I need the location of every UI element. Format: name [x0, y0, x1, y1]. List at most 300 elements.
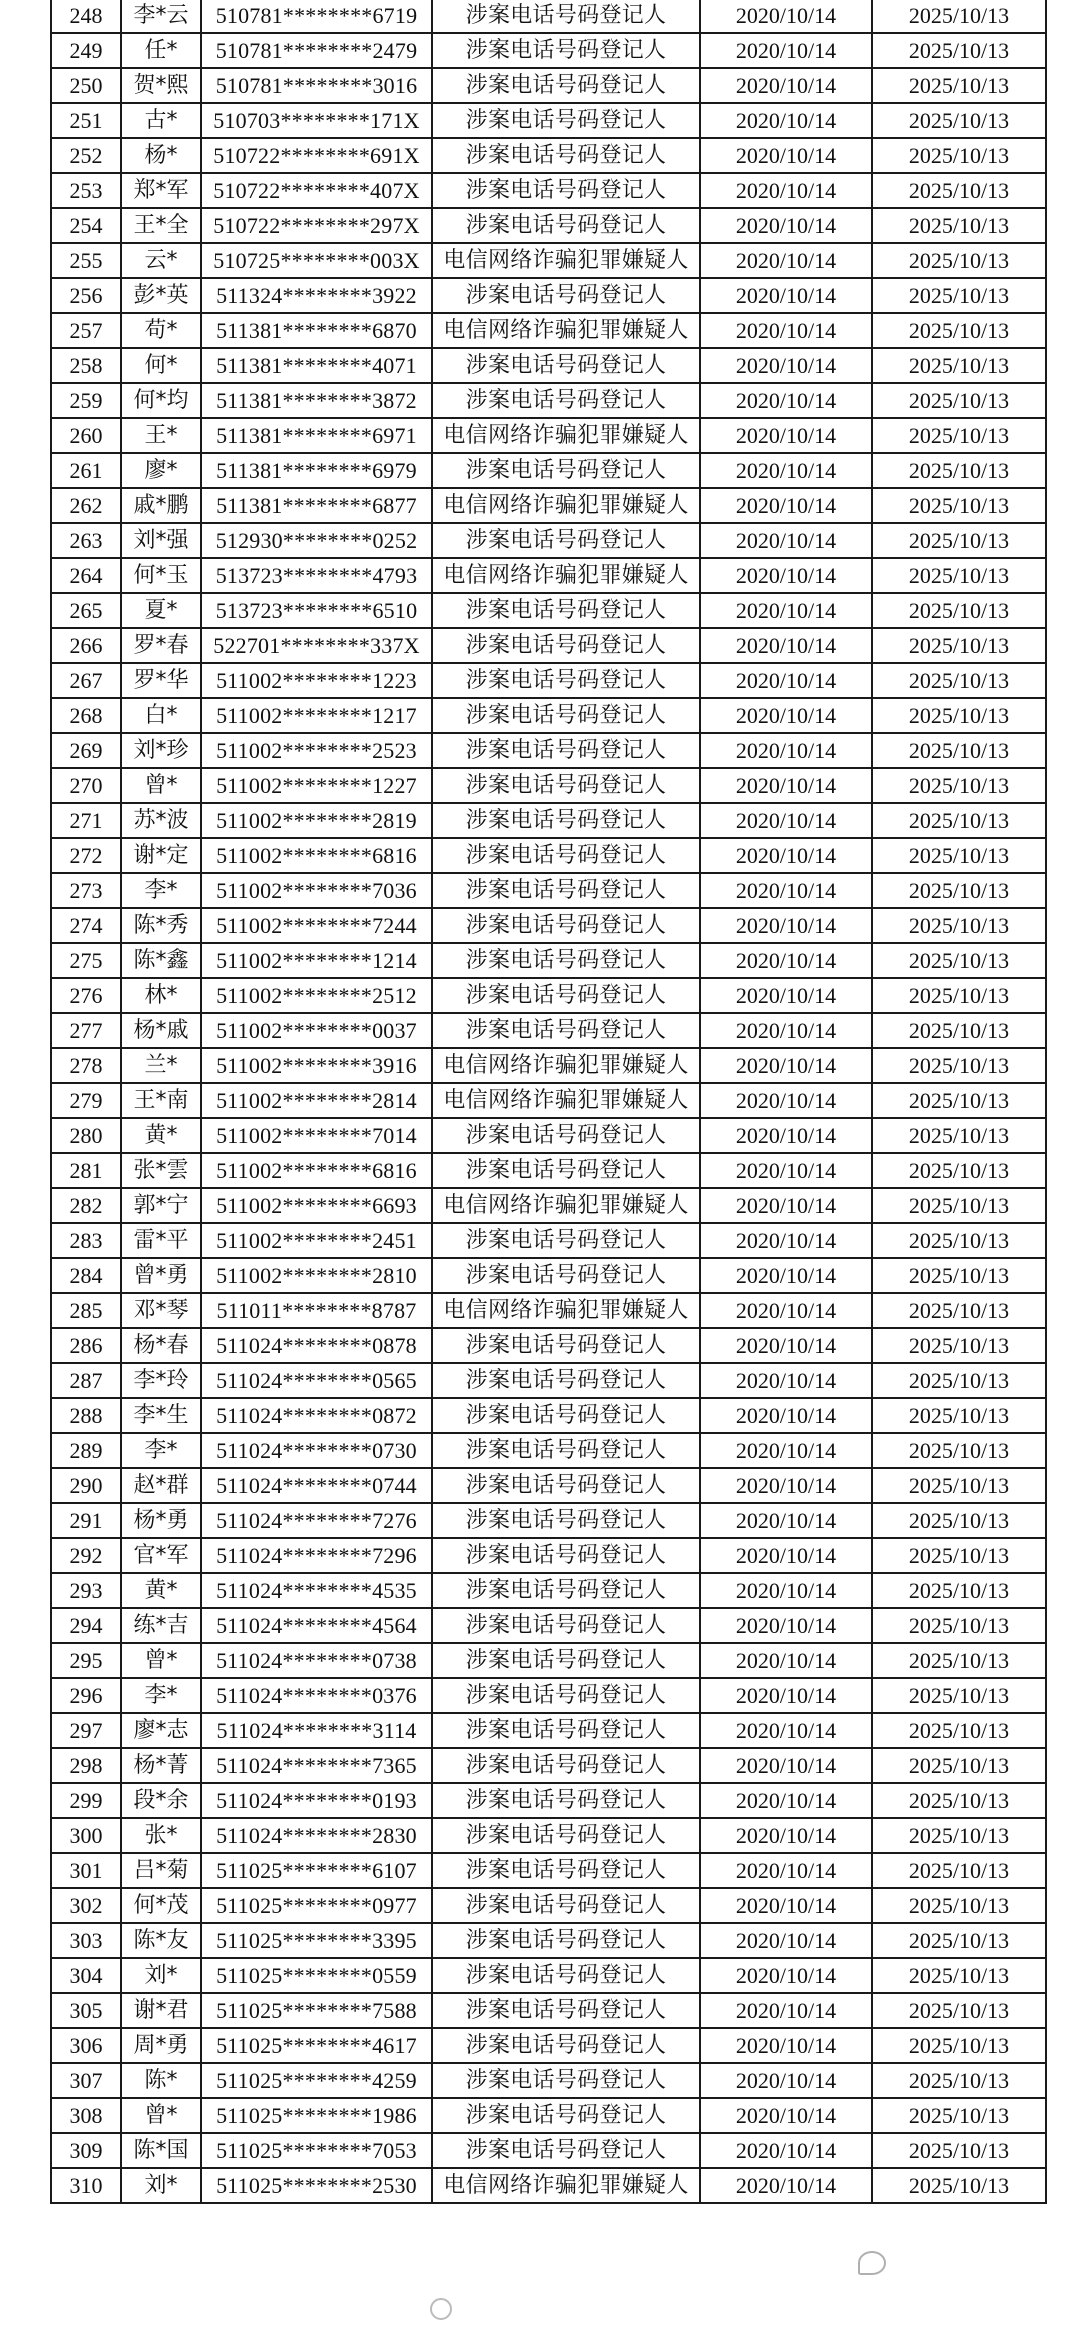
end-date-cell: 2025/10/13	[872, 1748, 1046, 1783]
start-date-cell: 2020/10/14	[700, 943, 872, 978]
end-date-cell: 2025/10/13	[872, 173, 1046, 208]
id-number-cell: 511002********6816	[201, 838, 432, 873]
end-date-cell: 2025/10/13	[872, 1328, 1046, 1363]
category-cell: 电信网络诈骗犯罪嫌疑人	[432, 488, 700, 523]
row-number-cell: 298	[51, 1748, 121, 1783]
category-cell: 涉案电话号码登记人	[432, 1153, 700, 1188]
id-number-cell: 522701********337X	[201, 628, 432, 663]
start-date-cell: 2020/10/14	[700, 1433, 872, 1468]
end-date-cell: 2025/10/13	[872, 138, 1046, 173]
row-number-cell: 300	[51, 1818, 121, 1853]
row-number-cell: 280	[51, 1118, 121, 1153]
person-name-cell: 苟*	[121, 313, 201, 348]
start-date-cell: 2020/10/14	[700, 978, 872, 1013]
category-cell: 涉案电话号码登记人	[432, 698, 700, 733]
table-row	[51, 1223, 1046, 1258]
row-number-cell: 289	[51, 1433, 121, 1468]
category-cell: 涉案电话号码登记人	[432, 1118, 700, 1153]
category-cell: 涉案电话号码登记人	[432, 2133, 700, 2168]
row-number-cell: 288	[51, 1398, 121, 1433]
table-row	[51, 1993, 1046, 2028]
end-date-cell: 2025/10/13	[872, 2028, 1046, 2063]
row-number-cell: 286	[51, 1328, 121, 1363]
table-row	[51, 1258, 1046, 1293]
category-cell: 涉案电话号码登记人	[432, 978, 700, 1013]
row-number-cell: 299	[51, 1783, 121, 1818]
start-date-cell: 2020/10/14	[700, 1538, 872, 1573]
table-row	[51, 628, 1046, 663]
category-cell: 涉案电话号码登记人	[432, 1468, 700, 1503]
category-cell: 涉案电话号码登记人	[432, 1573, 700, 1608]
start-date-cell: 2020/10/14	[700, 628, 872, 663]
person-name-cell: 何*	[121, 348, 201, 383]
end-date-cell: 2025/10/13	[872, 0, 1046, 33]
table-row	[51, 1853, 1046, 1888]
row-number-cell: 287	[51, 1363, 121, 1398]
id-number-cell: 510781********6719	[201, 0, 432, 33]
person-name-cell: 郑*军	[121, 173, 201, 208]
person-name-cell: 周*勇	[121, 2028, 201, 2063]
category-cell: 涉案电话号码登记人	[432, 1818, 700, 1853]
end-date-cell: 2025/10/13	[872, 838, 1046, 873]
row-number-cell: 257	[51, 313, 121, 348]
end-date-cell: 2025/10/13	[872, 1783, 1046, 1818]
table-row	[51, 1468, 1046, 1503]
person-name-cell: 谢*君	[121, 1993, 201, 2028]
category-cell: 涉案电话号码登记人	[432, 1923, 700, 1958]
id-number-cell: 511011********8787	[201, 1293, 432, 1328]
id-number-cell: 510722********691X	[201, 138, 432, 173]
category-cell: 电信网络诈骗犯罪嫌疑人	[432, 2168, 700, 2203]
start-date-cell: 2020/10/14	[700, 1713, 872, 1748]
table-row	[51, 803, 1046, 838]
category-cell: 涉案电话号码登记人	[432, 1853, 700, 1888]
person-name-cell: 李*云	[121, 0, 201, 33]
person-name-cell: 戚*鹏	[121, 488, 201, 523]
id-number-cell: 511024********4564	[201, 1608, 432, 1643]
id-number-cell: 511002********1223	[201, 663, 432, 698]
start-date-cell: 2020/10/14	[700, 383, 872, 418]
start-date-cell: 2020/10/14	[700, 1188, 872, 1223]
id-number-cell: 511002********7244	[201, 908, 432, 943]
id-number-cell: 511002********2814	[201, 1083, 432, 1118]
table-row	[51, 2098, 1046, 2133]
row-number-cell: 285	[51, 1293, 121, 1328]
id-number-cell: 511381********3872	[201, 383, 432, 418]
table-row	[51, 68, 1046, 103]
id-number-cell: 511002********6816	[201, 1153, 432, 1188]
id-number-cell: 511024********7296	[201, 1538, 432, 1573]
end-date-cell: 2025/10/13	[872, 698, 1046, 733]
row-number-cell: 259	[51, 383, 121, 418]
category-cell: 涉案电话号码登记人	[432, 593, 700, 628]
start-date-cell: 2020/10/14	[700, 2063, 872, 2098]
category-cell: 涉案电话号码登记人	[432, 33, 700, 68]
person-name-cell: 黄*	[121, 1573, 201, 1608]
id-number-cell: 510722********407X	[201, 173, 432, 208]
end-date-cell: 2025/10/13	[872, 348, 1046, 383]
end-date-cell: 2025/10/13	[872, 1468, 1046, 1503]
start-date-cell: 2020/10/14	[700, 2133, 872, 2168]
person-name-cell: 李*玲	[121, 1363, 201, 1398]
end-date-cell: 2025/10/13	[872, 1713, 1046, 1748]
person-name-cell: 陈*国	[121, 2133, 201, 2168]
end-date-cell: 2025/10/13	[872, 663, 1046, 698]
end-date-cell: 2025/10/13	[872, 1013, 1046, 1048]
row-number-cell: 270	[51, 768, 121, 803]
person-name-cell: 古*	[121, 103, 201, 138]
person-name-cell: 白*	[121, 698, 201, 733]
id-number-cell: 511002********2819	[201, 803, 432, 838]
person-name-cell: 练*吉	[121, 1608, 201, 1643]
row-number-cell: 302	[51, 1888, 121, 1923]
row-number-cell: 282	[51, 1188, 121, 1223]
table-row	[51, 488, 1046, 523]
row-number-cell: 293	[51, 1573, 121, 1608]
table-row	[51, 453, 1046, 488]
id-number-cell: 511025********2530	[201, 2168, 432, 2203]
end-date-cell: 2025/10/13	[872, 558, 1046, 593]
end-date-cell: 2025/10/13	[872, 1363, 1046, 1398]
id-number-cell: 511024********0738	[201, 1643, 432, 1678]
table-row	[51, 698, 1046, 733]
start-date-cell: 2020/10/14	[700, 1083, 872, 1118]
end-date-cell: 2025/10/13	[872, 1538, 1046, 1573]
person-name-cell: 曾*	[121, 768, 201, 803]
start-date-cell: 2020/10/14	[700, 208, 872, 243]
start-date-cell: 2020/10/14	[700, 1363, 872, 1398]
table-row	[51, 1643, 1046, 1678]
start-date-cell: 2020/10/14	[700, 243, 872, 278]
category-cell: 电信网络诈骗犯罪嫌疑人	[432, 1083, 700, 1118]
id-number-cell: 511024********7276	[201, 1503, 432, 1538]
row-number-cell: 251	[51, 103, 121, 138]
category-cell: 涉案电话号码登记人	[432, 173, 700, 208]
id-number-cell: 511002********6693	[201, 1188, 432, 1223]
row-number-cell: 278	[51, 1048, 121, 1083]
person-name-cell: 刘*珍	[121, 733, 201, 768]
end-date-cell: 2025/10/13	[872, 733, 1046, 768]
category-cell: 涉案电话号码登记人	[432, 628, 700, 663]
end-date-cell: 2025/10/13	[872, 978, 1046, 1013]
id-number-cell: 511025********7588	[201, 1993, 432, 2028]
end-date-cell: 2025/10/13	[872, 418, 1046, 453]
row-number-cell: 279	[51, 1083, 121, 1118]
category-cell: 涉案电话号码登记人	[432, 1888, 700, 1923]
row-number-cell: 252	[51, 138, 121, 173]
end-date-cell: 2025/10/13	[872, 1643, 1046, 1678]
id-number-cell: 511025********3395	[201, 1923, 432, 1958]
start-date-cell: 2020/10/14	[700, 733, 872, 768]
category-cell: 涉案电话号码登记人	[432, 1713, 700, 1748]
category-cell: 涉案电话号码登记人	[432, 1013, 700, 1048]
table-row	[51, 1363, 1046, 1398]
person-name-cell: 罗*春	[121, 628, 201, 663]
start-date-cell: 2020/10/14	[700, 1258, 872, 1293]
start-date-cell: 2020/10/14	[700, 663, 872, 698]
person-name-cell: 段*余	[121, 1783, 201, 1818]
row-number-cell: 260	[51, 418, 121, 453]
start-date-cell: 2020/10/14	[700, 523, 872, 558]
row-number-cell: 283	[51, 1223, 121, 1258]
start-date-cell: 2020/10/14	[700, 348, 872, 383]
end-date-cell: 2025/10/13	[872, 103, 1046, 138]
start-date-cell: 2020/10/14	[700, 2168, 872, 2203]
start-date-cell: 2020/10/14	[700, 1048, 872, 1083]
person-name-cell: 王*	[121, 418, 201, 453]
row-number-cell: 284	[51, 1258, 121, 1293]
end-date-cell: 2025/10/13	[872, 803, 1046, 838]
start-date-cell: 2020/10/14	[700, 1853, 872, 1888]
table-row	[51, 1293, 1046, 1328]
row-number-cell: 310	[51, 2168, 121, 2203]
end-date-cell: 2025/10/13	[872, 1048, 1046, 1083]
row-number-cell: 256	[51, 278, 121, 313]
id-number-cell: 512930********0252	[201, 523, 432, 558]
start-date-cell: 2020/10/14	[700, 1643, 872, 1678]
id-number-cell: 511002********1214	[201, 943, 432, 978]
table-row	[51, 838, 1046, 873]
category-cell: 电信网络诈骗犯罪嫌疑人	[432, 1293, 700, 1328]
end-date-cell: 2025/10/13	[872, 1993, 1046, 2028]
table-row	[51, 1048, 1046, 1083]
id-number-cell: 511024********4535	[201, 1573, 432, 1608]
row-number-cell: 294	[51, 1608, 121, 1643]
id-number-cell: 511381********6870	[201, 313, 432, 348]
row-number-cell: 269	[51, 733, 121, 768]
end-date-cell: 2025/10/13	[872, 1608, 1046, 1643]
id-number-cell: 513723********6510	[201, 593, 432, 628]
person-name-cell: 廖*志	[121, 1713, 201, 1748]
person-name-cell: 王*南	[121, 1083, 201, 1118]
category-cell: 电信网络诈骗犯罪嫌疑人	[432, 243, 700, 278]
table-row	[51, 1188, 1046, 1223]
id-number-cell: 511025********1986	[201, 2098, 432, 2133]
end-date-cell: 2025/10/13	[872, 1258, 1046, 1293]
id-number-cell: 513723********4793	[201, 558, 432, 593]
id-number-cell: 511002********2810	[201, 1258, 432, 1293]
end-date-cell: 2025/10/13	[872, 593, 1046, 628]
row-number-cell: 301	[51, 1853, 121, 1888]
table-row	[51, 1958, 1046, 1993]
id-number-cell: 511324********3922	[201, 278, 432, 313]
person-name-cell: 兰*	[121, 1048, 201, 1083]
start-date-cell: 2020/10/14	[700, 558, 872, 593]
id-number-cell: 510781********3016	[201, 68, 432, 103]
id-number-cell: 511381********6979	[201, 453, 432, 488]
id-number-cell: 510781********2479	[201, 33, 432, 68]
table-row	[51, 103, 1046, 138]
row-number-cell: 306	[51, 2028, 121, 2063]
id-number-cell: 510722********297X	[201, 208, 432, 243]
table-row	[51, 593, 1046, 628]
roster-table-body	[51, 0, 1046, 2203]
category-cell: 涉案电话号码登记人	[432, 733, 700, 768]
table-row	[51, 943, 1046, 978]
row-number-cell: 274	[51, 908, 121, 943]
start-date-cell: 2020/10/14	[700, 1818, 872, 1853]
id-number-cell: 511381********6971	[201, 418, 432, 453]
end-date-cell: 2025/10/13	[872, 523, 1046, 558]
end-date-cell: 2025/10/13	[872, 1678, 1046, 1713]
person-name-cell: 刘*	[121, 1958, 201, 1993]
row-number-cell: 254	[51, 208, 121, 243]
weibo-logo-icon	[430, 2298, 452, 2320]
table-row	[51, 1503, 1046, 1538]
end-date-cell: 2025/10/13	[872, 243, 1046, 278]
table-row	[51, 1433, 1046, 1468]
category-cell: 涉案电话号码登记人	[432, 2028, 700, 2063]
table-row	[51, 558, 1046, 593]
row-number-cell: 308	[51, 2098, 121, 2133]
table-row	[51, 1608, 1046, 1643]
category-cell: 电信网络诈骗犯罪嫌疑人	[432, 1048, 700, 1083]
row-number-cell: 290	[51, 1468, 121, 1503]
category-cell: 涉案电话号码登记人	[432, 0, 700, 33]
id-number-cell: 511002********2451	[201, 1223, 432, 1258]
start-date-cell: 2020/10/14	[700, 138, 872, 173]
start-date-cell: 2020/10/14	[700, 313, 872, 348]
end-date-cell: 2025/10/13	[872, 278, 1046, 313]
row-number-cell: 309	[51, 2133, 121, 2168]
table-row	[51, 1118, 1046, 1153]
table-row	[51, 1783, 1046, 1818]
id-number-cell: 511381********6877	[201, 488, 432, 523]
category-cell: 涉案电话号码登记人	[432, 1608, 700, 1643]
start-date-cell: 2020/10/14	[700, 488, 872, 523]
start-date-cell: 2020/10/14	[700, 173, 872, 208]
end-date-cell: 2025/10/13	[872, 1153, 1046, 1188]
person-name-cell: 罗*华	[121, 663, 201, 698]
start-date-cell: 2020/10/14	[700, 873, 872, 908]
end-date-cell: 2025/10/13	[872, 1503, 1046, 1538]
category-cell: 涉案电话号码登记人	[432, 943, 700, 978]
table-row	[51, 1713, 1046, 1748]
id-number-cell: 511381********4071	[201, 348, 432, 383]
person-name-cell: 林*	[121, 978, 201, 1013]
id-number-cell: 511002********0037	[201, 1013, 432, 1048]
id-number-cell: 511002********2523	[201, 733, 432, 768]
person-name-cell: 刘*强	[121, 523, 201, 558]
id-number-cell: 511024********0872	[201, 1398, 432, 1433]
table-row	[51, 0, 1046, 33]
person-name-cell: 官*军	[121, 1538, 201, 1573]
category-cell: 涉案电话号码登记人	[432, 1398, 700, 1433]
category-cell: 电信网络诈骗犯罪嫌疑人	[432, 558, 700, 593]
table-row	[51, 523, 1046, 558]
end-date-cell: 2025/10/13	[872, 1573, 1046, 1608]
id-number-cell: 511024********0744	[201, 1468, 432, 1503]
category-cell: 涉案电话号码登记人	[432, 2098, 700, 2133]
person-name-cell: 李*	[121, 873, 201, 908]
table-row	[51, 208, 1046, 243]
table-row	[51, 908, 1046, 943]
row-number-cell: 296	[51, 1678, 121, 1713]
start-date-cell: 2020/10/14	[700, 1923, 872, 1958]
table-row	[51, 1678, 1046, 1713]
person-name-cell: 陈*秀	[121, 908, 201, 943]
row-number-cell: 266	[51, 628, 121, 663]
table-row	[51, 418, 1046, 453]
row-number-cell: 265	[51, 593, 121, 628]
end-date-cell: 2025/10/13	[872, 1398, 1046, 1433]
start-date-cell: 2020/10/14	[700, 1503, 872, 1538]
category-cell: 涉案电话号码登记人	[432, 1503, 700, 1538]
table-row	[51, 2028, 1046, 2063]
table-row	[51, 278, 1046, 313]
end-date-cell: 2025/10/13	[872, 1818, 1046, 1853]
end-date-cell: 2025/10/13	[872, 1293, 1046, 1328]
table-row	[51, 383, 1046, 418]
id-number-cell: 511024********0878	[201, 1328, 432, 1363]
table-row	[51, 243, 1046, 278]
row-number-cell: 305	[51, 1993, 121, 2028]
table-row	[51, 348, 1046, 383]
category-cell: 涉案电话号码登记人	[432, 803, 700, 838]
start-date-cell: 2020/10/14	[700, 698, 872, 733]
end-date-cell: 2025/10/13	[872, 383, 1046, 418]
category-cell: 涉案电话号码登记人	[432, 1328, 700, 1363]
category-cell: 涉案电话号码登记人	[432, 1363, 700, 1398]
start-date-cell: 2020/10/14	[700, 593, 872, 628]
category-cell: 涉案电话号码登记人	[432, 663, 700, 698]
table-row	[51, 1153, 1046, 1188]
start-date-cell: 2020/10/14	[700, 1223, 872, 1258]
start-date-cell: 2020/10/14	[700, 1153, 872, 1188]
end-date-cell: 2025/10/13	[872, 453, 1046, 488]
table-row	[51, 138, 1046, 173]
row-number-cell: 262	[51, 488, 121, 523]
id-number-cell: 511024********0730	[201, 1433, 432, 1468]
row-number-cell: 275	[51, 943, 121, 978]
end-date-cell: 2025/10/13	[872, 2063, 1046, 2098]
end-date-cell: 2025/10/13	[872, 1958, 1046, 1993]
id-number-cell: 511002********1227	[201, 768, 432, 803]
table-row	[51, 1328, 1046, 1363]
end-date-cell: 2025/10/13	[872, 1188, 1046, 1223]
end-date-cell: 2025/10/13	[872, 68, 1046, 103]
row-number-cell: 307	[51, 2063, 121, 2098]
category-cell: 涉案电话号码登记人	[432, 768, 700, 803]
category-cell: 涉案电话号码登记人	[432, 1783, 700, 1818]
start-date-cell: 2020/10/14	[700, 768, 872, 803]
start-date-cell: 2020/10/14	[700, 1748, 872, 1783]
start-date-cell: 2020/10/14	[700, 1608, 872, 1643]
row-number-cell: 272	[51, 838, 121, 873]
end-date-cell: 2025/10/13	[872, 2168, 1046, 2203]
table-row	[51, 873, 1046, 908]
person-name-cell: 陈*	[121, 2063, 201, 2098]
table-row	[51, 768, 1046, 803]
id-number-cell: 511024********3114	[201, 1713, 432, 1748]
row-number-cell: 267	[51, 663, 121, 698]
person-name-cell: 云*	[121, 243, 201, 278]
end-date-cell: 2025/10/13	[872, 768, 1046, 803]
end-date-cell: 2025/10/13	[872, 2098, 1046, 2133]
id-number-cell: 511024********7365	[201, 1748, 432, 1783]
start-date-cell: 2020/10/14	[700, 1118, 872, 1153]
end-date-cell: 2025/10/13	[872, 1888, 1046, 1923]
category-cell: 涉案电话号码登记人	[432, 68, 700, 103]
category-cell: 涉案电话号码登记人	[432, 1223, 700, 1258]
table-row	[51, 2168, 1046, 2203]
end-date-cell: 2025/10/13	[872, 488, 1046, 523]
person-name-cell: 杨*	[121, 138, 201, 173]
start-date-cell: 2020/10/14	[700, 1328, 872, 1363]
category-cell: 涉案电话号码登记人	[432, 1678, 700, 1713]
table-row	[51, 33, 1046, 68]
person-name-cell: 李*生	[121, 1398, 201, 1433]
